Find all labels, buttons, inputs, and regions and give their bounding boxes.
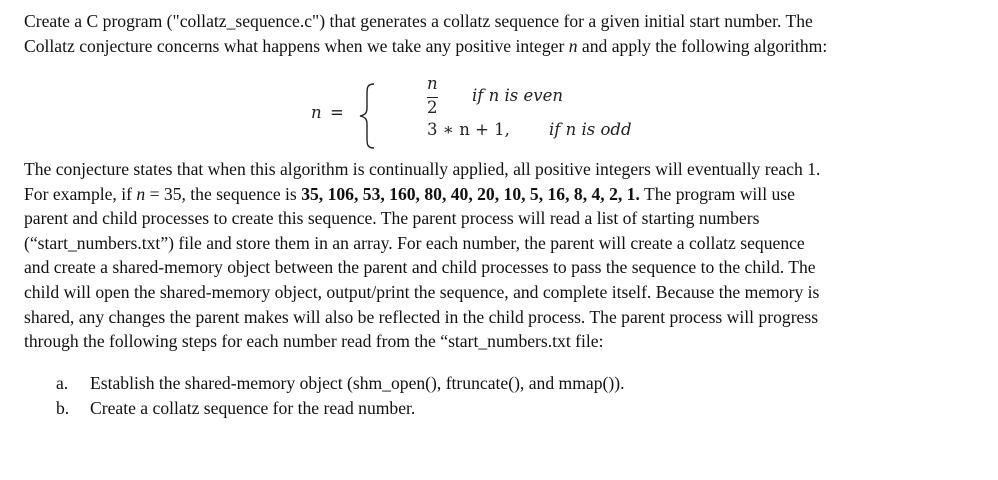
intro-line-1: Create a C program ("collatz_sequence.c") that generates a collatz sequence for a given initial start number. The <box>24 11 813 31</box>
case-even-condition: if n is even <box>472 86 563 105</box>
case-odd-condition: if n is odd <box>549 120 632 139</box>
list-item <box>56 371 624 396</box>
variable-n: n <box>136 183 146 204</box>
example-sequence: 35, 106, 53, 160, 80, 40, 20, 10, 5, 16, 8, 4, 2, 1. <box>301 183 640 204</box>
steps-list <box>56 371 624 421</box>
collatz-equation <box>0 0 998 150</box>
curly-brace-icon <box>357 82 379 150</box>
list-item <box>56 396 624 421</box>
body-line: (“start_numbers.txt”) file and store them in an array. For each number, the parent will create a collatz sequence <box>24 232 805 253</box>
body-text: The program will use <box>639 183 795 204</box>
body-line: shared, any changes the parent makes will also be reflected in the child process. The parent process will progress <box>24 306 819 327</box>
body-line <box>24 182 974 207</box>
body-line: The conjecture states that when this algorithm is continually applied, all positive integers will eventually reach 1. <box>24 159 821 179</box>
body-text: For example, if <box>24 183 137 204</box>
list-marker: a. <box>56 373 69 393</box>
case-odd-expression: 3 ∗ n + 1, <box>427 120 510 139</box>
variable-n: n <box>568 35 578 56</box>
equation-lhs-var: n <box>311 103 322 122</box>
body-text: = 35, the sequence is <box>145 183 302 204</box>
equation-equals: = <box>330 103 344 122</box>
intro-text: Collatz conjecture concerns what happens when we take any positive integer <box>24 35 569 56</box>
body-line: and create a shared-memory object between the parent and child processes to pass the sequence to the child. The <box>24 257 816 278</box>
list-marker: b. <box>56 398 70 418</box>
fraction-denominator: 2 <box>427 98 438 117</box>
intro-text: and apply the following algorithm: <box>577 35 828 56</box>
list-item-text: Establish the shared-memory object (shm_open(), ftruncate(), and mmap()). <box>90 373 625 393</box>
body-line: child will open the shared-memory object, output/print the sequence, and complete itself. Because the memory is <box>24 281 820 302</box>
body-line: through the following steps for each number read from the “start_numbers.txt file: <box>24 331 604 352</box>
body-paragraph <box>24 157 974 354</box>
list-item-text: Create a collatz sequence for the read number. <box>90 398 416 418</box>
body-line: parent and child processes to create this sequence. The parent process will read a list of starting numbers <box>24 208 760 229</box>
fraction-numerator: n <box>427 74 438 93</box>
